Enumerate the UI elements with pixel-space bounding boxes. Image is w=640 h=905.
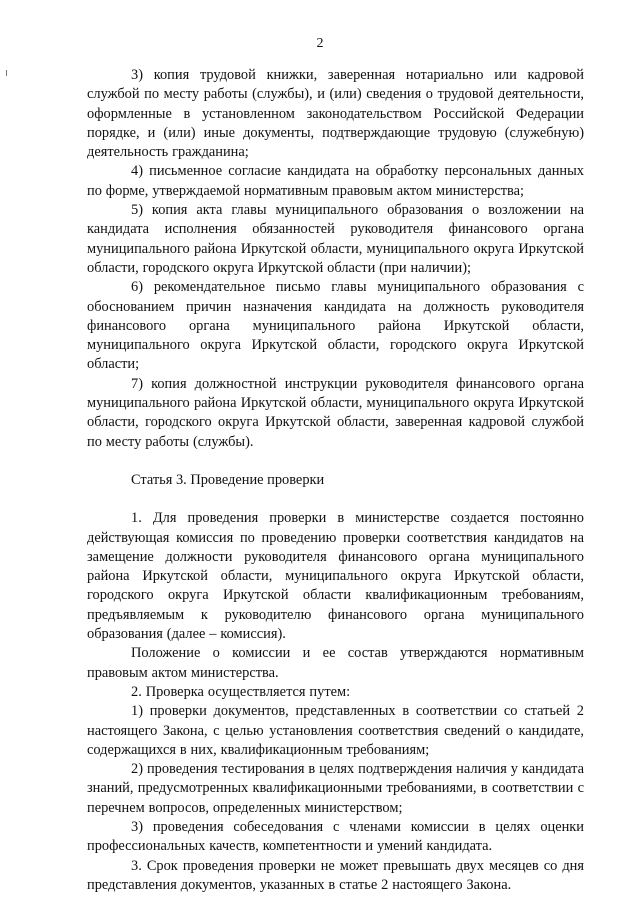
- document-body: [87, 66, 584, 895]
- spacer: [87, 490, 584, 509]
- article-paragraph: 2. Проверка осуществляется путем:: [131, 683, 351, 700]
- spacer: [87, 452, 584, 471]
- article-paragraph: 1. Для проведения проверки в министерстве создается постоянно действующая комиссия по проведению проверки соответствия кандидатов на замещение должности руководителя финансового органа муниципального района Иркутской области, муниципального округа Иркутской области, городского округа Иркутской области квалификационным требованиям, предъявляемым к руководителю финансового органа муниципального образования (далее – комиссия).: [87, 510, 584, 643]
- article-paragraph: 3) проведения собеседования с членами комиссии в целях оценки профессиональных качеств, компетентности и умений кандидата.: [87, 818, 584, 855]
- list-item: 4) письменное согласие кандидата на обработку персональных данных по форме, утверждаемой нормативным правовым актом министерства;: [87, 163, 584, 199]
- article-paragraph: Положение о комиссии и ее состав утверждаются нормативным правовым актом министерства.: [87, 645, 584, 681]
- article-paragraph: 2) проведения тестирования в целях подтверждения наличия у кандидата знаний, предусмотренных квалификационными требованиями, в соответствии с перечнем вопросов, определенных министерством;: [87, 761, 584, 816]
- article-paragraph: 1) проверки документов, представленных в соответствии со статьей 2 настоящего Закона, с целью установления соответствия сведений о кандидате, содержащихся в них, квалификационным требованиям;: [87, 703, 584, 758]
- page-number: 2: [316, 36, 324, 51]
- list-item: 7) копия должностной инструкции руководителя финансового органа муниципального района Иркутской области, муниципального округа Иркутской области, городского округа Иркутской области, заверенная кадровой службой по месту работы (службы).: [87, 375, 584, 450]
- list-item: 6) рекомендательное письмо главы муниципального образования с обоснованием причин назначения кандидата на должность руководителя финансового органа муниципального района Иркутской области, муниципального округа Иркутской области, городского округа Иркутской области;: [87, 279, 584, 373]
- list-item: 5) копия акта главы муниципального образования о возложении на кандидата исполнения обязанностей руководителя финансового органа муниципального района Иркутской области, муниципального округа Иркутской области, городского округа Иркутской области (при наличии);: [87, 202, 584, 276]
- article-heading: Статья 3. Проведение проверки: [131, 471, 325, 488]
- scan-artifact-mark: [6, 70, 7, 76]
- article-paragraph: 3. Срок проведения проверки не может превышать двух месяцев со дня представления документов, указанных в статье 2 настоящего Закона.: [87, 857, 584, 893]
- list-item: 3) копия трудовой книжки, заверенная нотариально или кадровой службой по месту работы (службы), и (или) сведения о трудовой деятельности, оформленные в установленном законодательством Российской Федерации порядке, и (или) иные документы, подтверждающие трудовую (служебную) деятельность гражданина;: [87, 67, 584, 161]
